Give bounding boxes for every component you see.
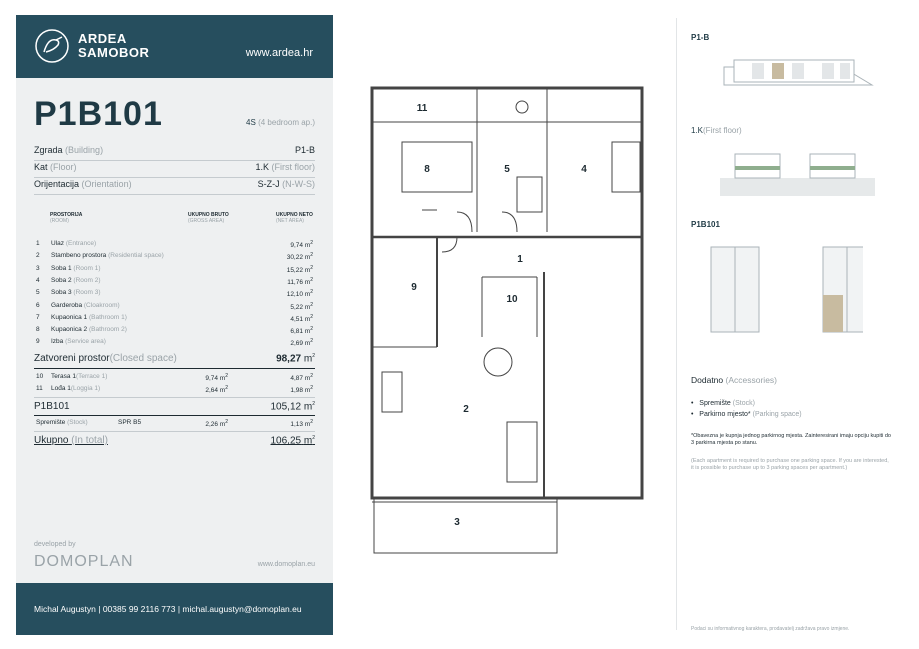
contact-footer: Michal Augustyn | 00385 99 2116 773 | michal.augustyn@domoplan.eu (16, 583, 333, 635)
info-building: Zgrada (Building) P1-B (34, 145, 315, 161)
col-net: UKUPNO NETO (NET AREA) (276, 212, 313, 224)
accessories-title: Dodatno (Accessories) (691, 375, 777, 385)
brand-name: ARDEA SAMOBOR (78, 31, 150, 60)
room-label-9: 10 (506, 294, 518, 305)
floor-elevation-thumbnail (720, 148, 875, 198)
heron-logo-icon (34, 28, 70, 64)
room-label-5: 8 (424, 164, 430, 175)
room-row: 7 Kupaonica 1 (Bathroom 1) 4,51 $m^2$ (36, 313, 313, 323)
unit-location-thumbnail (708, 245, 863, 335)
grand-total: Ukupno (In total) 106,25 $m^2$ (34, 435, 315, 447)
outdoor-row: 11 Lođa 1(Loggia 1) 2,64 $m^2$ 1,98 $m^2$ (36, 385, 313, 395)
col-gross: UKUPNO BRUTO (GROSS AREA) (188, 212, 229, 224)
info-orientation: Orijentacija (Orientation) S-Z-J (N-W-S) (34, 179, 315, 195)
room-label-11: 11 (416, 103, 428, 114)
developer-logo: DOMOPLAN (34, 553, 134, 570)
info-floor: Kat (Floor) 1.K (First floor) (34, 162, 315, 178)
building-thumbnail (722, 45, 877, 90)
parking-note: *Obavezna je kupnja jednog parkirnog mjesta. Zainteresirani imaju opciju kupiti do 3 parkirna mjesta po stanu. (691, 433, 891, 446)
disclaimer: Podaci su informativnog karaktera, prodavatelj zadržava pravo izmjene. (691, 626, 850, 632)
floor-plan (362, 82, 649, 560)
room-label-3: 4 (581, 164, 587, 175)
parking-note-en: (Each apartment is required to purchase one parking space. If you are interested, it is possible to purchase up to 3 parking spaces per apartment.) (691, 458, 889, 471)
apartment-total: P1B101 105,12 $m^2$ (34, 401, 315, 413)
room-row: 5 Soba 3 (Room 3) 12,10 $m^2$ (36, 289, 313, 299)
room-row: 8 Kupaonica 2 (Bathroom 2) 6,81 $m^2$ (36, 326, 313, 336)
info-panel (16, 15, 333, 635)
floor-title: 1.K(First floor) (691, 126, 742, 135)
brand-website[interactable]: www.ardea.hr (245, 47, 313, 59)
room-label-8: 9 (411, 282, 417, 293)
developer-caption: developed by (34, 541, 76, 548)
room-label-10: 3 (454, 517, 460, 528)
apartment-code: P1B101 (34, 95, 163, 133)
room-row: 1 Ulaz (Entrance) 9,74 $m^2$ (36, 240, 313, 250)
room-label-4: 5 (504, 164, 510, 175)
accessories-list (691, 398, 802, 420)
building-title: P1-B (691, 33, 710, 42)
room-row: 9 Izba (Service area) 2,69 $m^2$ (36, 338, 313, 348)
room-row: 3 Soba 1 (Room 1) 15,22 $m^2$ (36, 264, 313, 274)
closed-total: Zatvoreni prostor(Closed space) 98,27 $m^2$ (34, 353, 315, 365)
col-room: PROSTORIJA (ROOM) (50, 212, 83, 224)
list-item: • Parkirno mjesto* (Parking space) (691, 411, 802, 418)
room-label-2: 2 (463, 404, 469, 415)
developer-website[interactable]: www.domoplan.eu (257, 561, 315, 568)
apartment-type: 4S (4 bedroom ap.) (246, 118, 315, 127)
room-row: 6 Garderoba (Cloakroom) 5,22 $m^2$ (36, 301, 313, 311)
outdoor-row: 10 Terasa 1(Terrace 1) 9,74 $m^2$ 4,87 $m^2$ (36, 373, 313, 383)
room-label-1: 1 (517, 254, 523, 265)
stock-row: Spremište (Stock) SPR B5 2,26 $m^2$ 1,13 $m^2$ (36, 419, 313, 429)
list-item: • Spremište (Stock) (691, 400, 755, 407)
room-row: 2 Stambeno prostora (Residential space) 30,22 $m^2$ (36, 252, 313, 262)
brand-header (16, 15, 333, 78)
unit-title: P1B101 (691, 220, 720, 229)
room-row: 4 Soba 2 (Room 2) 11,76 $m^2$ (36, 276, 313, 287)
